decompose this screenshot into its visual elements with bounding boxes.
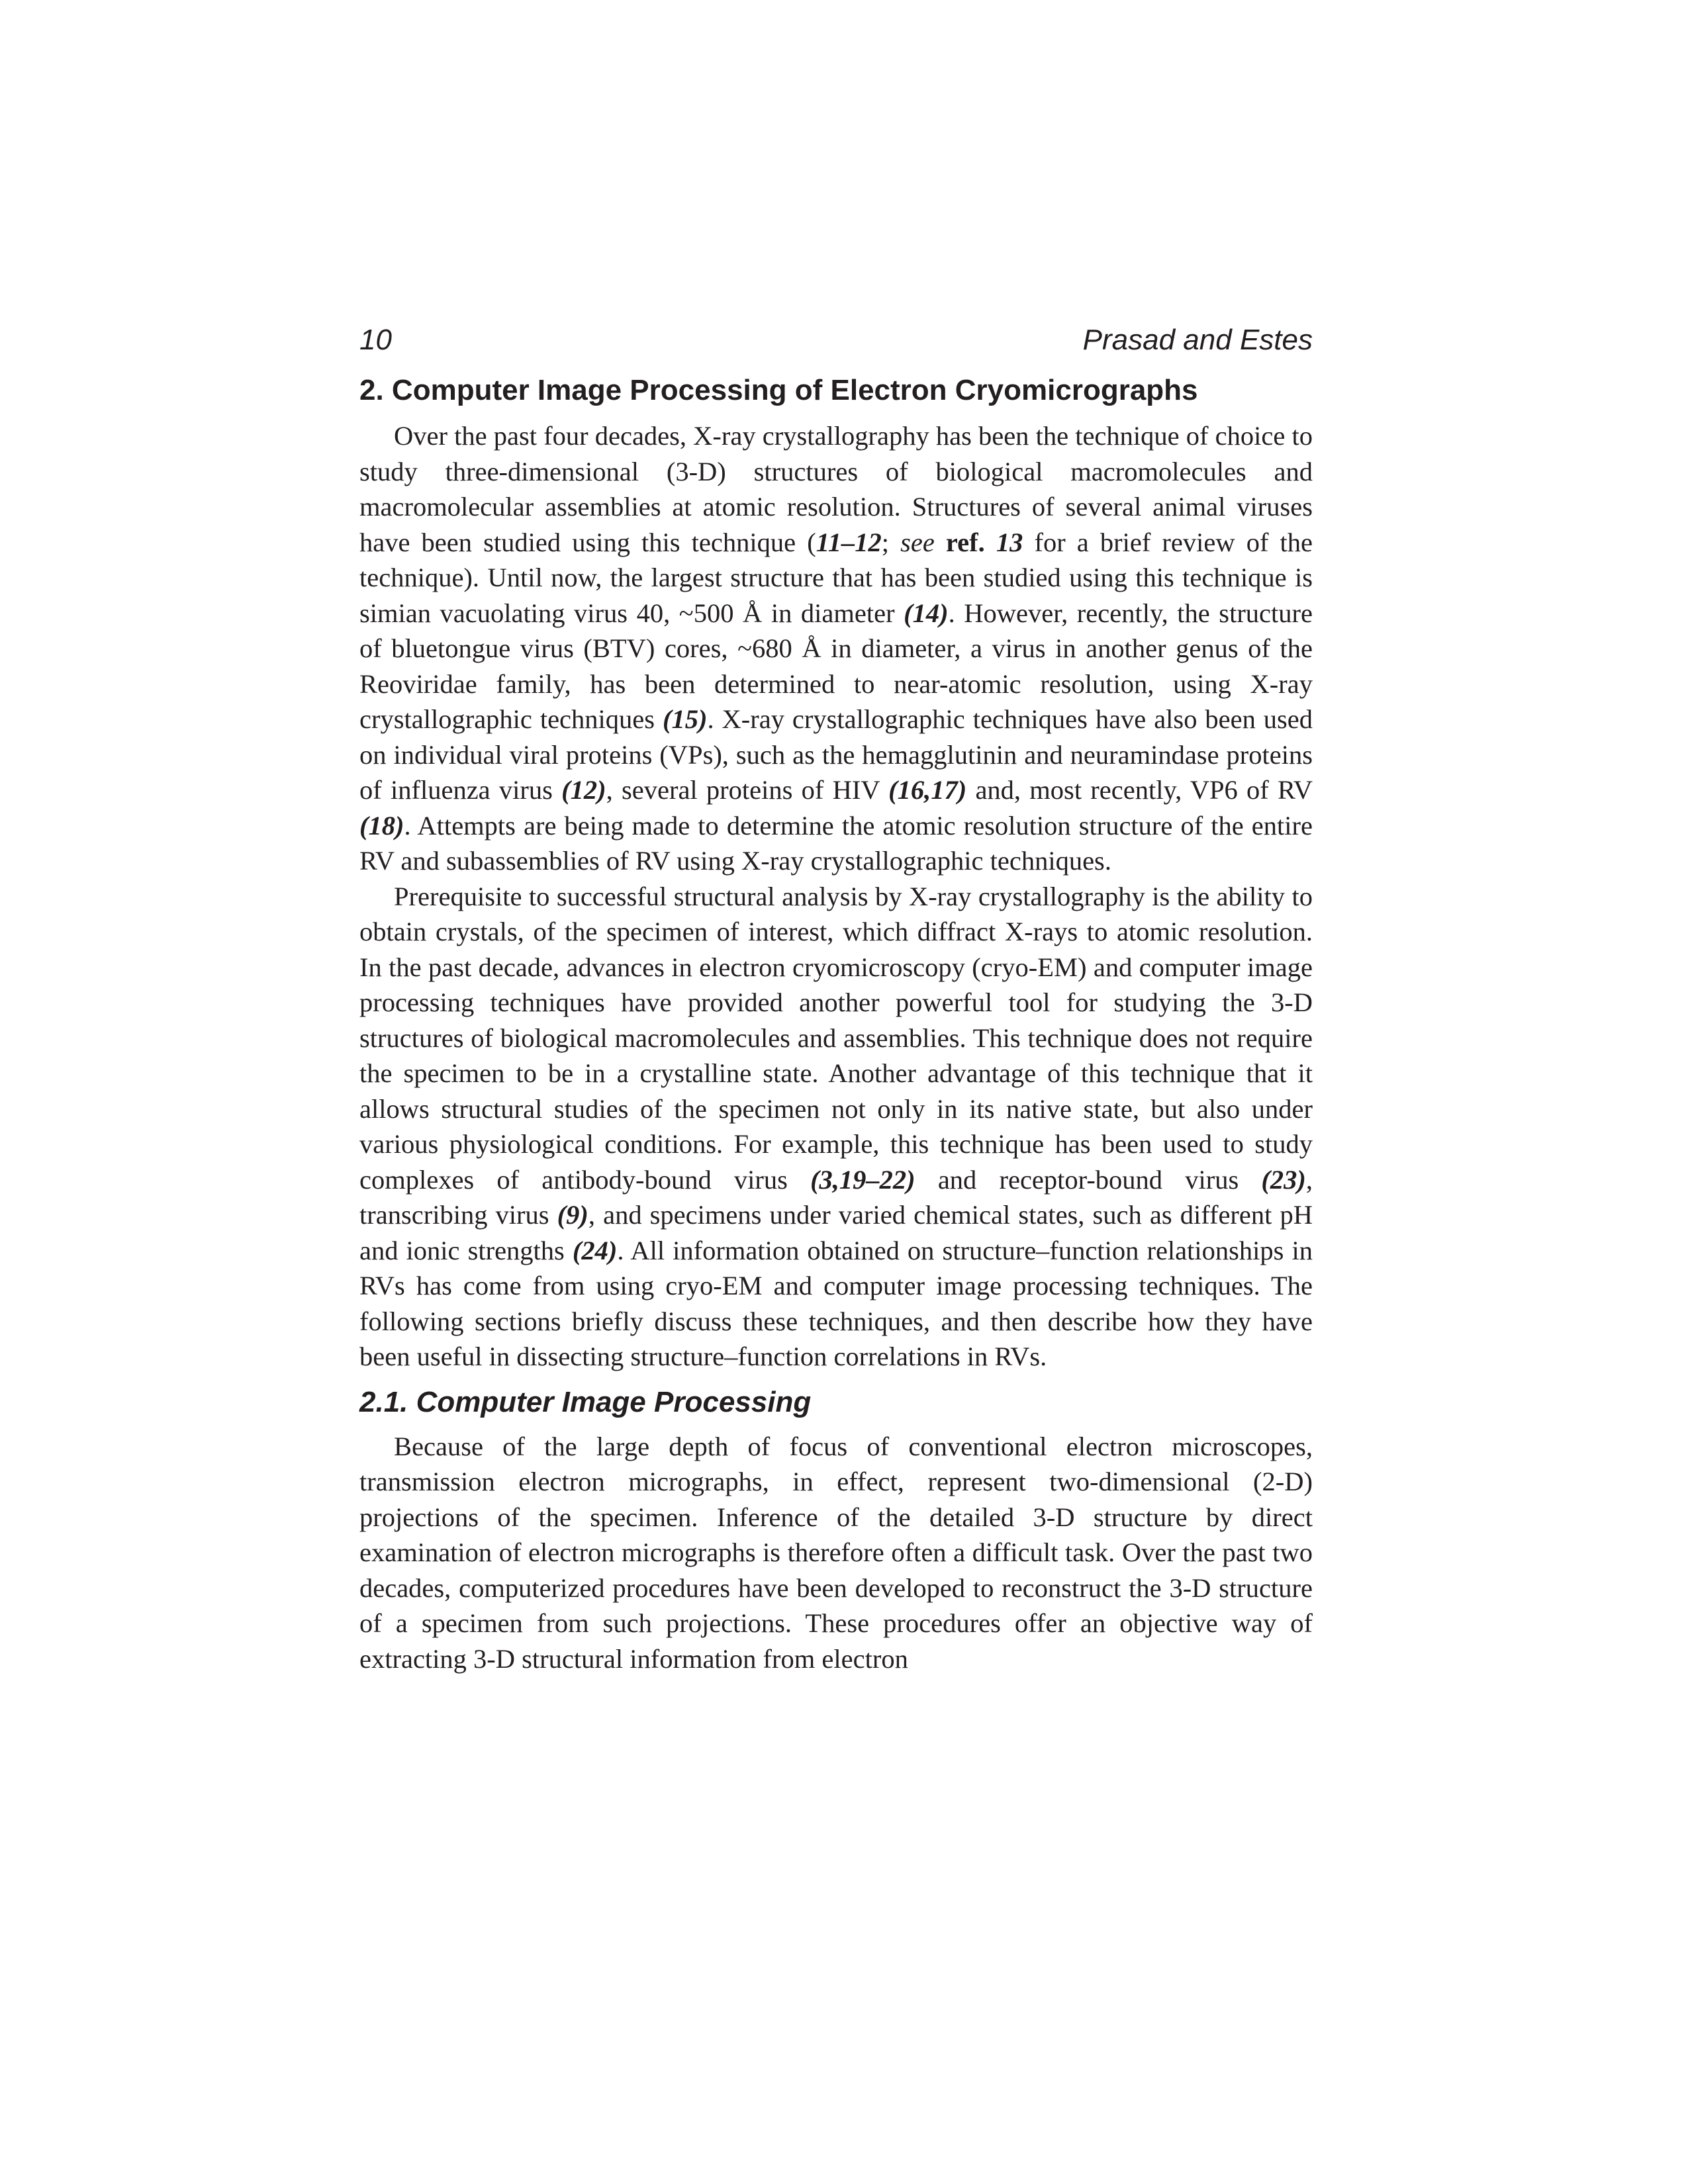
subsection-heading: 2.1. Computer Image Processing <box>359 1385 812 1418</box>
text-run <box>935 527 946 557</box>
ref-word: ref. <box>945 527 985 557</box>
text-run: , transcribing virus <box>359 1164 1313 1230</box>
text-run: , several proteins of HIV <box>606 775 889 805</box>
text-run: and, most recently, VP6 of RV <box>966 775 1313 805</box>
citation: (18) <box>359 810 404 841</box>
page-number: 10 <box>359 324 392 356</box>
citation: (14) <box>904 598 949 628</box>
text-run: , and specimens under varied chemical states, such as different pH and ionic strengths <box>359 1200 1313 1265</box>
body-paragraph-3: Because of the large depth of focus of conventional electron microscopes, transmission electron micrographs, in effect, represent two-dimensional (2-D) projections of the specimen. Inference of the detailed 3-D structure by direct examination of electron micrographs is therefore often a difficult task. Over the past two decades, computerized procedures have been developed to reconstruct the 3-D structure of a specimen from such projections. These procedures offer an objective way of extracting 3-D structural information from electron <box>359 1431 1313 1674</box>
running-title: Prasad and Estes <box>1082 324 1313 356</box>
body-paragraph-2 <box>359 879 1313 1375</box>
citation: (3,19–22) <box>810 1164 915 1195</box>
text-run: . However, recently, the structure of bluetongue virus (BTV) cores, ~680 Å in diameter, a virus in another genus of the Reoviridae family, has been determined to near-atomic resolution, using X-ray crystallographic techniques <box>359 598 1313 734</box>
citation: (16,17) <box>888 775 967 805</box>
citation: (23) <box>1261 1164 1306 1195</box>
text-run: Over the past four decades, X-ray crystallography has been the technique of choice to study three-dimensional (3-D) structures of biological macromolecules and macromolecular assemblies at atomic resolution. Structures of several animal viruses have been studied using this technique ( <box>359 421 1313 557</box>
page-content <box>359 316 1313 1676</box>
citation: 13 <box>996 527 1023 557</box>
text-run: ; <box>881 527 901 557</box>
section-heading: 2. Computer Image Processing of Electron Cryomicrographs <box>359 374 1198 406</box>
text-run: for a brief review of the technique). Until now, the largest structure that has been studied using this technique is simian vacuolating virus 40, ~500 Å in diameter <box>359 527 1313 628</box>
citation: (24) <box>572 1235 618 1265</box>
body-paragraph-1 <box>359 418 1313 879</box>
citation: (9) <box>557 1200 588 1230</box>
citation: (12) <box>561 775 606 805</box>
running-header <box>359 316 1313 364</box>
citation: (15) <box>662 704 708 734</box>
text-run: . All information obtained on structure–function relationships in RVs has come from using cryo-EM and computer image processing techniques. The following sections briefly discuss these techniques, and then describe how they have been useful in dissecting structure–function correlations in RVs. <box>359 1235 1313 1371</box>
text-run <box>985 527 996 557</box>
text-run: and receptor-bound virus <box>915 1164 1262 1195</box>
text-run: Prerequisite to successful structural analysis by X-ray crystallography is the ability to obtain crystals, of the specimen of interest, which diffract X-rays to atomic resolution. In the past decade, advances in electron cryomicroscopy (cryo-EM) and computer image processing techniques have provided another powerful tool for studying the 3-D structures of biological macromolecules and assemblies. This technique does not require the specimen to be in a crystalline state. Another advantage of this technique that it allows structural studies of the specimen not only in its native state, but also under various physiological conditions. For example, this technique has been used to study complexes of antibody-bound virus <box>359 881 1313 1195</box>
citation: 11–12 <box>816 527 882 557</box>
text-run: . X-ray crystallographic techniques have also been used on individual viral proteins (VPs), such as the hemagglutinin and neuramindase proteins of influenza virus <box>359 704 1313 805</box>
see-word: see <box>900 527 935 557</box>
text-run: . Attempts are being made to determine the atomic resolution structure of the entire RV and subassemblies of RV using X-ray crystallographic techniques. <box>359 810 1313 876</box>
